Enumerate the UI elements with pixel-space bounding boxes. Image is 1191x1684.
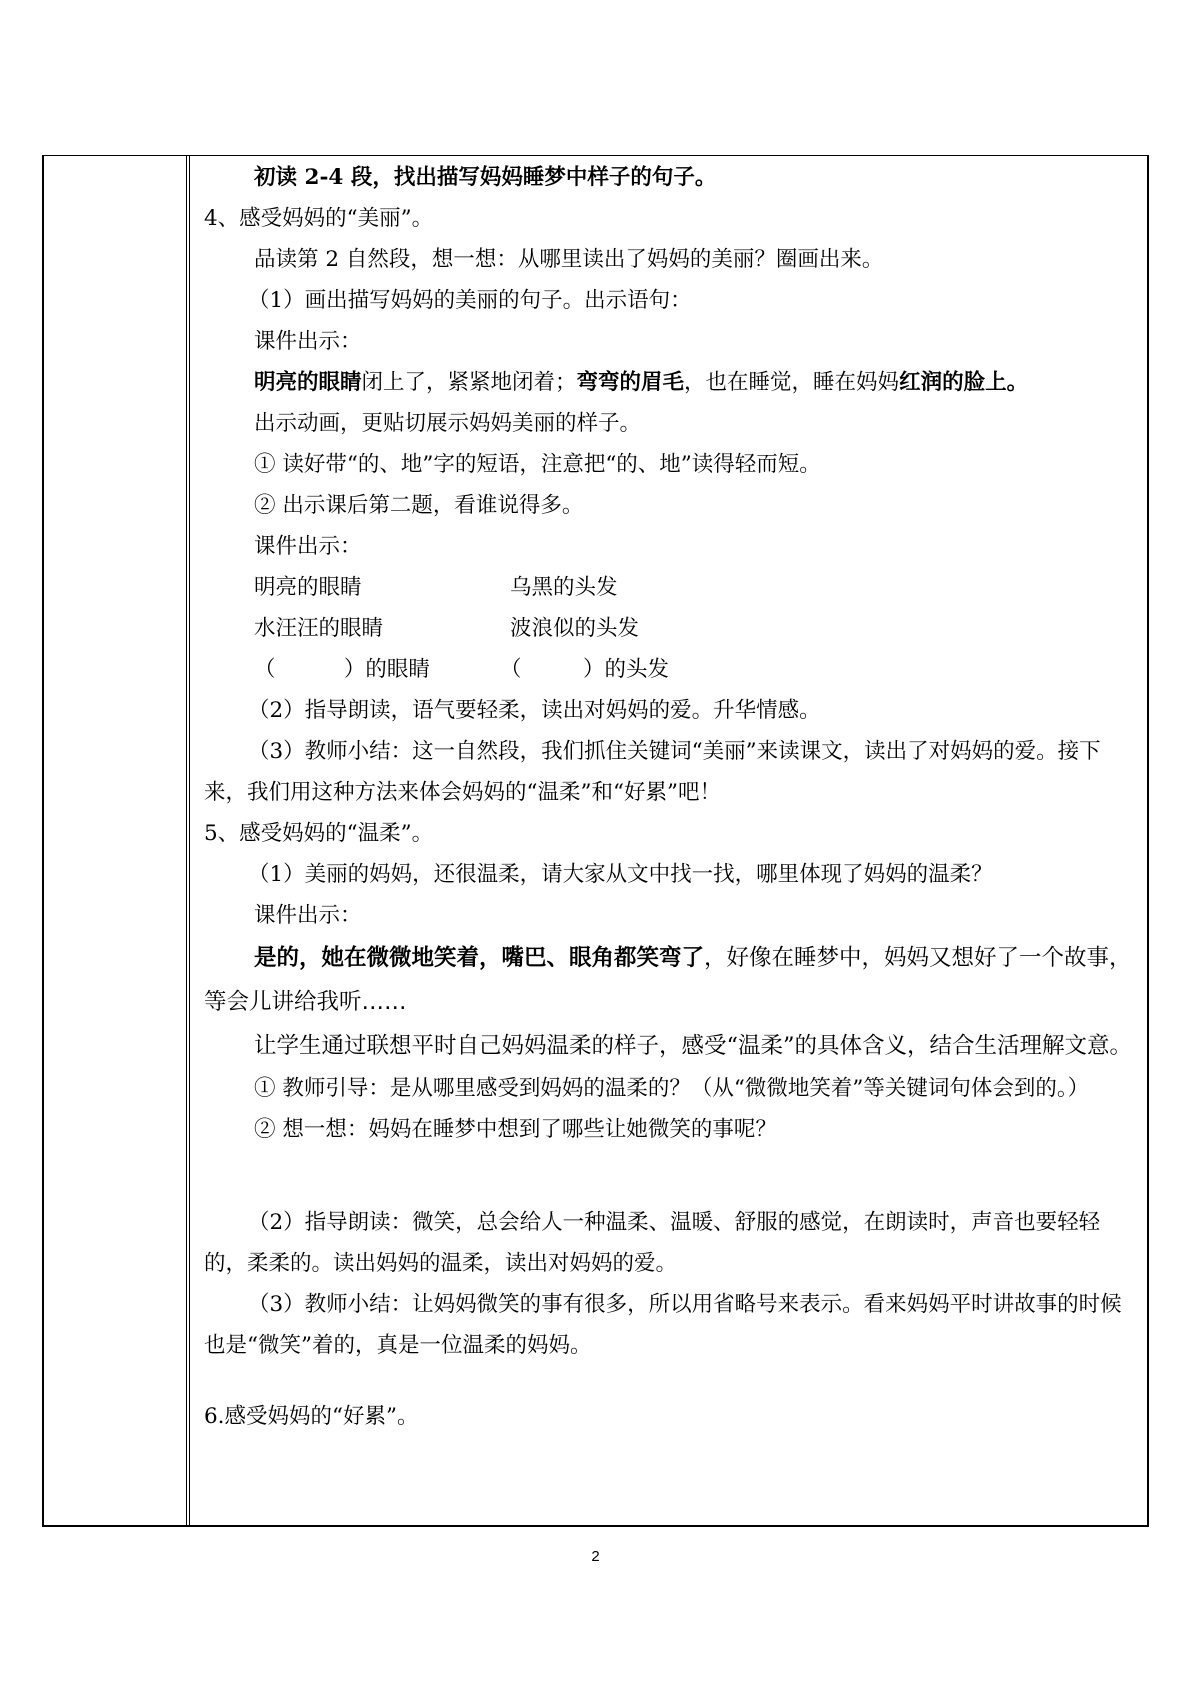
heading-tired: 6.感受妈妈的“好累”。 [204,1404,419,1429]
heading-beauty: 4、感受妈妈的“美丽”。 [204,206,434,231]
line-courseware-2: 课件出示： [254,534,362,559]
column-divider [186,155,190,1527]
line-quote-beauty [204,362,1134,403]
lesson-content [204,157,1134,1437]
line-think: ② 想一想：妈妈在睡梦中想到了哪些让她微笑的事呢？ [254,1117,777,1142]
quote-bold-3: 红润的脸 [899,370,986,395]
quote-bold-2: 弯弯的眉毛 [576,370,685,395]
phrase-hair-1: 乌黑的头发 [510,575,618,600]
quote-bold-4: 上。 [985,370,1029,395]
quote-text-1: 闭上了，紧紧地闭着； [361,370,577,395]
line-point-2: ② 出示课后第二题，看谁说得多。 [254,493,584,518]
blank-space-2 [204,1366,1134,1396]
line-quote-gentle [204,936,1134,1024]
blank-space-1 [204,1150,1134,1202]
page-number: 2 [591,1548,600,1565]
line-courseware-3: 课件出示： [254,903,362,928]
line-step-3-summary: （3）教师小结：这一自然段，我们抓住关键词“美丽”来读课文，读出了对妈妈的爱。接下来，我们用这种方法来体会妈妈的“温柔”和“好累”吧！ [204,739,1101,805]
phrase-row-1 [204,567,1134,608]
quote-bold-1: 明亮的眼睛 [254,370,362,395]
line-courseware-1: 课件出示： [254,329,362,354]
quote-text-2: ，也在睡觉，睡在妈妈 [684,370,900,395]
quote-gentle-bold: 她在微微地笑着，嘴巴、眼角都笑弯了 [321,945,705,971]
phrase-eyes-blank: （ ）的眼睛 [254,657,430,682]
line-teacher-guide: ① 教师引导：是从哪里感受到妈妈的温柔的？（从“微微地笑着”等关键词句体会到的。） [254,1076,1090,1101]
quote-gentle-rest: ，好像在睡梦中，妈妈又想好了一个故事，等会儿讲给我听…… [204,945,1132,1015]
quote-gentle-lead: 是的， [254,945,322,971]
heading-gentle: 5、感受妈妈的“温柔”。 [204,821,434,846]
line-step-1: （1）画出描写妈妈的美丽的句子。出示语句： [248,288,692,313]
line-animation: 出示动画，更贴切展示妈妈美丽的样子。 [254,411,642,436]
line-gentle-step-3: （3）教师小结：让妈妈微笑的事有很多，所以用省略号来表示。看来妈妈平时讲故事的时候也是“微笑”着的，真是一位温柔的妈妈。 [204,1292,1122,1358]
phrase-hair-blank: （ ）的头发 [500,657,670,682]
line-point-1: ① 读好带“的、地”字的短语，注意把“的、地”读得轻而短。 [254,452,821,477]
phrase-hair-2: 波浪似的头发 [510,616,640,641]
phrase-eyes-2: 水汪汪的眼睛 [254,616,384,641]
line-gentle-step-1: （1）美丽的妈妈，还很温柔，请大家从文中找一找，哪里体现了妈妈的温柔？ [248,862,993,887]
line-step-2: （2）指导朗读，语气要轻柔，读出对妈妈的爱。升华情感。 [248,698,821,723]
line-gentle-step-2: （2）指导朗读：微笑，总会给人一种温柔、温暖、舒服的感觉，在朗读时，声音也要轻轻的，柔柔的。读出妈妈的温柔，读出对妈妈的爱。 [204,1210,1101,1276]
phrase-row-3 [204,649,1134,690]
phrase-eyes-1: 明亮的眼睛 [254,575,362,600]
line-associate: 让学生通过联想平时自己妈妈温柔的样子，感受“温柔”的具体含义，结合生活理解文意。 [254,1033,1133,1059]
phrase-row-2 [204,608,1134,649]
line-read-paragraph-2: 品读第 2 自然段，想一想：从哪里读出了妈妈的美丽？圈画出来。 [254,247,884,272]
line-read-paragraphs: 初读 2-4 段，找出描写妈妈睡梦中样子的句子。 [254,165,717,190]
